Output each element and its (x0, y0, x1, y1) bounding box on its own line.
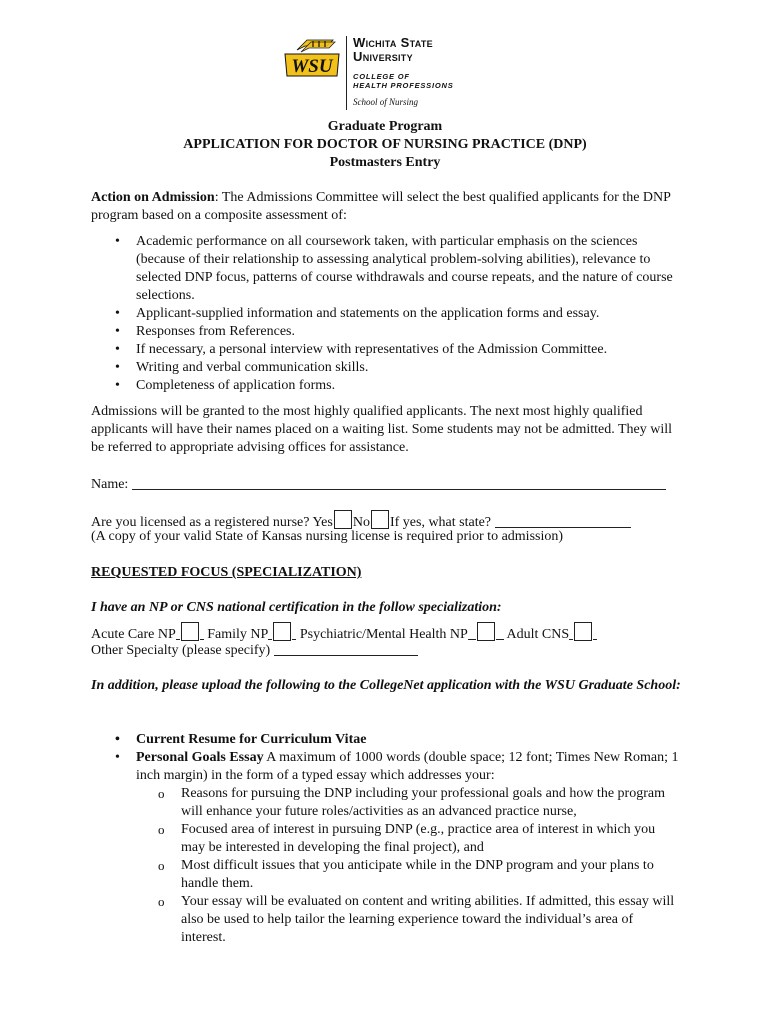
yes-label: Yes (312, 515, 333, 530)
logo-university-line2: University (353, 49, 413, 64)
essay-points-list (136, 785, 681, 947)
wsu-logo (283, 36, 483, 114)
wsu-mark-text: WSU (291, 56, 333, 77)
list-item: o Your essay will be evaluated on content and writing abilities. If admitted, this essay will also be used to help tailor the learning experience toward the individual’s area of interest. (136, 893, 681, 947)
list-item: o Most difficult issues that you anticipate while in the DNP program and your plans to handle them. (136, 857, 681, 893)
admission-closing: Admissions will be granted to the most highly qualified applicants. The next most highly qualified applicants will have their names placed on a waiting list. Some students may not be admitted. They will be referred to appropriate advising offices for assistance. (91, 404, 673, 455)
upload-list (91, 731, 681, 947)
certification-prompt: I have an NP or CNS national certification in the follow specialization: (91, 600, 502, 615)
list-item-resume: • Current Resume for Curriculum Vitae (91, 731, 681, 749)
list-item: o Reasons for pursuing the DNP including your professional goals and how the program will enhance your future roles/activities as an advanced practice nurse, (136, 785, 681, 821)
no-checkbox[interactable] (371, 510, 389, 529)
logo-college-line2: HEALTH PROFESSIONS (353, 81, 454, 90)
list-item: • Applicant-supplied information and statements on the application forms and essay. (91, 305, 681, 323)
admission-label: Action on Admission (91, 190, 215, 205)
list-item-essay (91, 749, 681, 947)
logo-text (353, 36, 483, 107)
upload-prompt: In addition, please upload the following to the CollegeNet application with the WSU Graduate School: (91, 678, 681, 693)
license-question: Are you licensed as a registered nurse? (91, 515, 310, 530)
adult-cns-checkbox[interactable] (574, 622, 592, 641)
other-specialty-label: Other Specialty (please specify) (91, 643, 271, 658)
logo-university-line1: Wichita State (353, 35, 433, 50)
application-title: APPLICATION FOR DOCTOR OF NURSING PRACTICE (DNP) (183, 137, 587, 152)
option-adult-cns: Adult CNS (506, 627, 570, 642)
option-acute-care-np: Acute Care NP (91, 627, 176, 642)
name-row (91, 475, 666, 494)
logo-school: School of Nursing (353, 97, 419, 107)
state-question: If yes, what state? (389, 515, 492, 530)
option-psych-mental-health-np: Psychiatric/Mental Health NP (299, 627, 468, 642)
program-title: Graduate Program (327, 119, 443, 134)
logo-divider (346, 36, 347, 110)
list-item: o Focused area of interest in pursuing DNP (e.g., practice area of interest in which you may be interested in developing the final project), and (136, 821, 681, 857)
name-label: Name: (91, 477, 129, 492)
state-field[interactable] (495, 513, 631, 528)
list-item: • Completeness of application forms. (91, 377, 681, 395)
name-field[interactable] (132, 475, 666, 490)
entry-title: Postmasters Entry (329, 155, 441, 170)
family-np-checkbox[interactable] (273, 622, 291, 641)
no-label: No (352, 515, 370, 530)
essay-description: A maximum of 1000 words (double space; 12 font; Times New Roman; 1 inch margin) in the form of a typed essay which addresses your: (136, 750, 679, 783)
list-item: • Writing and verbal communication skills. (91, 359, 681, 377)
list-item: • Academic performance on all coursework taken, with particular emphasis on the sciences (because of their relationship to assessing analytical problem-solving abilities), relevance to selected DNP focus, patterns of course withdrawals and course repeats, and the nature of course selections. (91, 233, 681, 305)
list-item: • Responses from References. (91, 323, 681, 341)
other-specialty-row (91, 641, 418, 660)
option-family-np: Family NP (207, 627, 269, 642)
wsu-shocker-mark-icon (283, 36, 341, 78)
focus-heading: REQUESTED FOCUS (SPECIALIZATION) (91, 565, 362, 580)
acute-care-np-checkbox[interactable] (181, 622, 199, 641)
list-item: • If necessary, a personal interview with representatives of the Admission Committee. (91, 341, 681, 359)
other-specialty-field[interactable] (274, 641, 418, 656)
license-note: (A copy of your valid State of Kansas nursing license is required prior to admission) (91, 529, 564, 544)
yes-checkbox[interactable] (334, 510, 352, 529)
essay-label: Personal Goals Essay (136, 750, 264, 765)
psych-mental-health-np-checkbox[interactable] (477, 622, 495, 641)
admission-criteria-list (91, 233, 681, 395)
admission-intro-text: : The Admissions Committee will select the best qualified applicants for the DNP program based on a composite assessment of: (91, 190, 671, 223)
logo-college-line1: COLLEGE OF (353, 72, 410, 81)
admission-intro (91, 189, 681, 225)
